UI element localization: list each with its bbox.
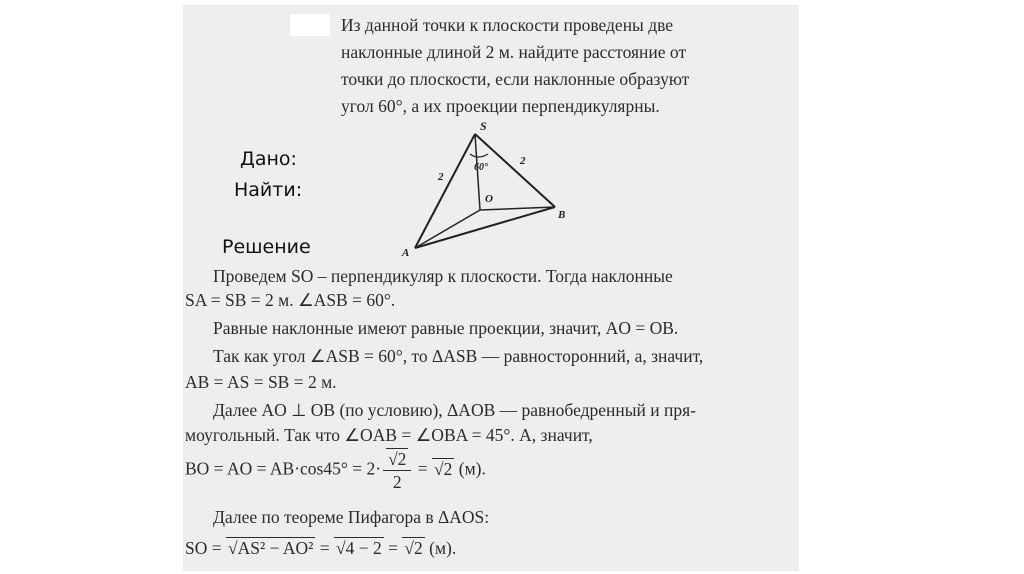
fraction-denominator: 2 <box>392 472 402 492</box>
edge-ab <box>415 207 555 248</box>
equation-bo <box>185 448 785 493</box>
solution-line: Равные наклонные имеют равные проекции, значит, AO = OB. <box>213 318 679 338</box>
angle-label: 60° <box>474 162 488 173</box>
equation-so <box>185 538 785 559</box>
problem-statement <box>341 12 781 120</box>
equation-unit: (м). <box>424 538 457 558</box>
point-s-label: S <box>480 119 487 133</box>
sqrt-expression: √2 <box>388 449 407 469</box>
point-o-label: O <box>485 193 493 205</box>
sqrt-expression: √AS² − AO² <box>228 538 314 558</box>
problem-line: наклонные длиной 2 м. найдите расстояние от <box>341 42 687 62</box>
sqrt-expression: √2 <box>404 538 423 558</box>
sqrt-expression: √2 <box>434 458 453 479</box>
given-label: Дано: <box>240 148 297 170</box>
equation-text: = <box>315 538 335 558</box>
fraction-numerator <box>383 448 411 471</box>
angle-arc <box>470 154 488 157</box>
equation-unit: (м). <box>454 458 486 479</box>
edge-sb-label: 2 <box>520 155 526 167</box>
problem-line: точки до плоскости, если наклонные образуют <box>341 69 690 89</box>
problem-line: Из данной точки к плоскости проведены две <box>341 15 674 35</box>
solution-line: Далее AO ⊥ OB (по условию), ΔAOB — равнобедренный и пря- <box>213 400 696 420</box>
equation-text: SO = <box>185 538 226 558</box>
fraction <box>383 448 411 493</box>
problem-line: угол 60°, а их проекции перпендикулярны. <box>341 96 660 116</box>
sqrt-expression: √4 − 2 <box>336 538 382 558</box>
solution-line: Далее по теореме Пифагора в ΔAOS: <box>213 507 490 527</box>
point-a-label: A <box>402 247 410 258</box>
solution-line: AB = AS = SB = 2 м. <box>185 372 337 392</box>
find-label: Найти: <box>234 179 303 201</box>
equation-text: BO = AO = AB·cos45° = 2· <box>185 458 382 479</box>
pyramid-figure <box>400 118 580 258</box>
solution-line: SA = SB = 2 м. ∠ASB = 60°. <box>185 290 396 310</box>
solution-line: Так как угол ∠ASB = 60°, то ΔASB — равносторонний, а, значит, <box>213 346 704 366</box>
equation-text: = <box>383 538 403 558</box>
solution-line: Проведем SO – перпендикуляр к плоскости. Тогда наклонные <box>213 266 673 286</box>
equation-text: = <box>413 458 433 479</box>
point-b-label: B <box>558 209 566 221</box>
solution-line: моугольный. Так что ∠OAB = ∠OBA = 45°. А, значит, <box>185 425 593 445</box>
page-corner-cutout <box>290 14 330 36</box>
solution-heading: Решение <box>222 236 311 258</box>
edge-sa-label: 2 <box>438 171 444 183</box>
